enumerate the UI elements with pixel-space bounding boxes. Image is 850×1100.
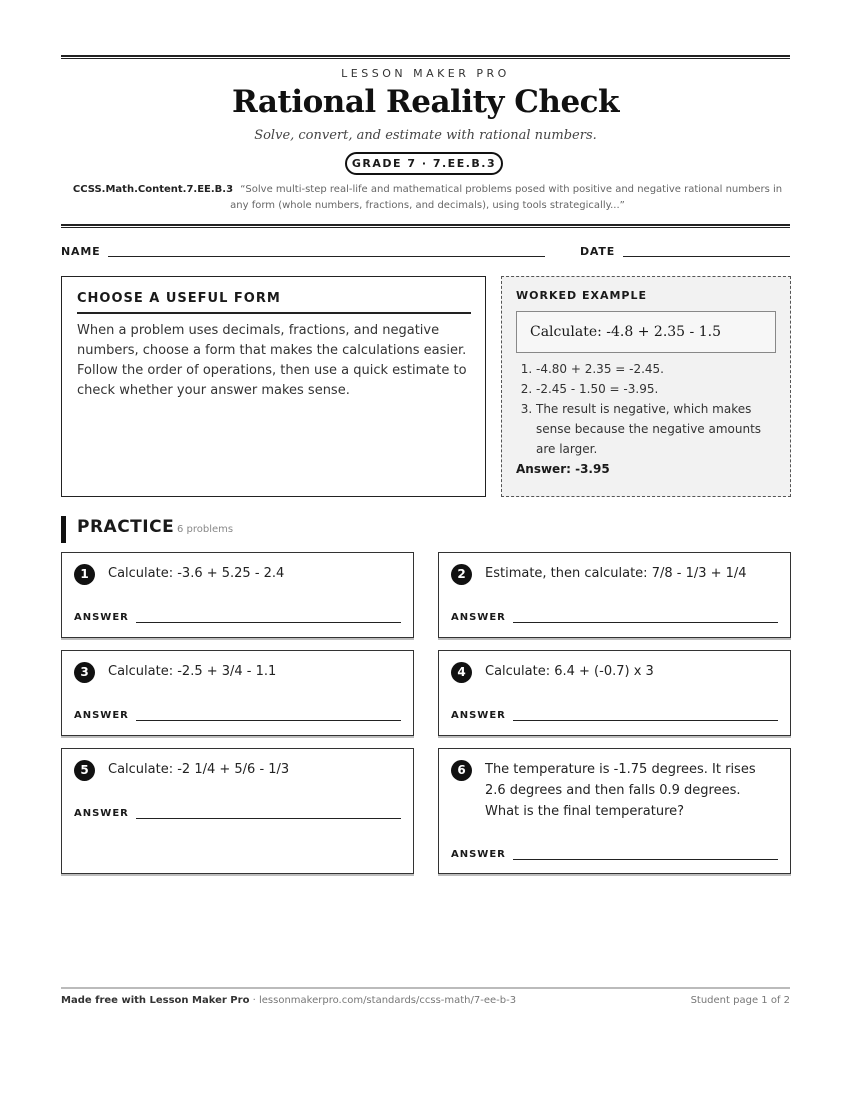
answer-label: ANSWER bbox=[451, 710, 506, 721]
practice-count: 6 problems bbox=[177, 524, 234, 535]
problem-card-5 bbox=[61, 748, 414, 874]
date-field[interactable] bbox=[623, 256, 790, 257]
page-title: Rational Reality Check bbox=[231, 84, 620, 120]
page-subtitle: Solve, convert, and estimate with rational numbers. bbox=[254, 128, 597, 143]
answer-field[interactable] bbox=[513, 720, 778, 721]
footer-url[interactable]: · lessonmakerpro.com/standards/ccss-math/7-ee-b-3 bbox=[249, 995, 517, 1006]
problem-text: Calculate: 6.4 + (-0.7) x 3 bbox=[485, 664, 654, 679]
problem-card-4 bbox=[438, 650, 791, 736]
problem-number-badge: 3 bbox=[74, 662, 95, 683]
worked-example-heading: WORKED EXAMPLE bbox=[516, 289, 647, 302]
intro-box bbox=[61, 276, 486, 497]
top-double-rule bbox=[61, 55, 790, 59]
date-label: DATE bbox=[580, 245, 616, 258]
worked-example-steps bbox=[516, 359, 776, 459]
worked-example-step: 2. -2.45 - 1.50 = -3.95. bbox=[536, 379, 776, 399]
problem-card-3 bbox=[61, 650, 414, 736]
worked-example-answer: Answer: -3.95 bbox=[516, 462, 610, 476]
answer-field[interactable] bbox=[513, 622, 778, 623]
header-bottom-rule bbox=[61, 224, 790, 228]
worksheet-page bbox=[61, 0, 790, 1100]
worked-example-step: 3. The result is negative, which makes sense because the negative amounts are larger. bbox=[536, 399, 776, 459]
problem-number-badge: 1 bbox=[74, 564, 95, 585]
problem-text: Calculate: -3.6 + 5.25 - 2.4 bbox=[108, 566, 285, 581]
problem-number-badge: 4 bbox=[451, 662, 472, 683]
problem-text: Calculate: -2.5 + 3/4 - 1.1 bbox=[108, 664, 277, 679]
answer-field[interactable] bbox=[136, 622, 401, 623]
answer-label: ANSWER bbox=[74, 808, 129, 819]
name-field[interactable] bbox=[108, 256, 545, 257]
problem-number-badge: 2 bbox=[451, 564, 472, 585]
grade-badge: GRADE 7 · 7.EE.B.3 bbox=[345, 152, 503, 175]
problem-text: Calculate: -2 1/4 + 5/6 - 1/3 bbox=[108, 762, 290, 777]
practice-accent-bar bbox=[61, 516, 66, 543]
answer-label: ANSWER bbox=[451, 612, 506, 623]
answer-label: ANSWER bbox=[74, 710, 129, 721]
standard-text: “Solve multi-step real-life and mathematical problems posed with positive and negative rational numbers in any form (whole numbers, fractions, and decimals), using tools strategically...” bbox=[230, 184, 783, 211]
problem-card-2 bbox=[438, 552, 791, 638]
footer-attribution bbox=[61, 995, 516, 1006]
answer-label: ANSWER bbox=[74, 612, 129, 623]
name-date-row bbox=[61, 245, 790, 261]
answer-label: ANSWER bbox=[451, 849, 506, 860]
practice-title: PRACTICE bbox=[77, 517, 175, 537]
standard-code: CCSS.Math.Content.7.EE.B.3 bbox=[72, 184, 234, 195]
problem-number-badge: 5 bbox=[74, 760, 95, 781]
worked-example-box bbox=[501, 276, 791, 497]
footer-rule bbox=[61, 987, 790, 989]
problem-card-1 bbox=[61, 552, 414, 638]
standard-description bbox=[65, 182, 790, 214]
problem-text: The temperature is -1.75 degrees. It rises 2.6 degrees and then falls 0.9 degrees. What is the final temperature? bbox=[485, 762, 756, 819]
answer-field[interactable] bbox=[513, 859, 778, 860]
brand-name: LESSON MAKER PRO bbox=[341, 67, 510, 80]
intro-heading: CHOOSE A USEFUL FORM bbox=[77, 291, 471, 314]
worked-example-step: 1. -4.80 + 2.35 = -2.45. bbox=[536, 359, 776, 379]
worked-example-problem: Calculate: -4.8 + 2.35 - 1.5 bbox=[516, 311, 776, 353]
footer-page-number: Student page 1 of 2 bbox=[690, 995, 790, 1006]
problem-text: Estimate, then calculate: 7/8 - 1/3 + 1/4 bbox=[485, 566, 747, 581]
name-label: NAME bbox=[61, 245, 101, 258]
footer-made-with: Made free with Lesson Maker Pro bbox=[61, 995, 250, 1006]
answer-field[interactable] bbox=[136, 818, 401, 819]
intro-body: When a problem uses decimals, fractions, and negative numbers, choose a form that makes the calculations easier. Follow the order of operations, then use a quick estimate to check whether your answer makes sense. bbox=[77, 323, 467, 398]
answer-field[interactable] bbox=[136, 720, 401, 721]
problem-number-badge: 6 bbox=[451, 760, 472, 781]
problem-card-6 bbox=[438, 748, 791, 874]
